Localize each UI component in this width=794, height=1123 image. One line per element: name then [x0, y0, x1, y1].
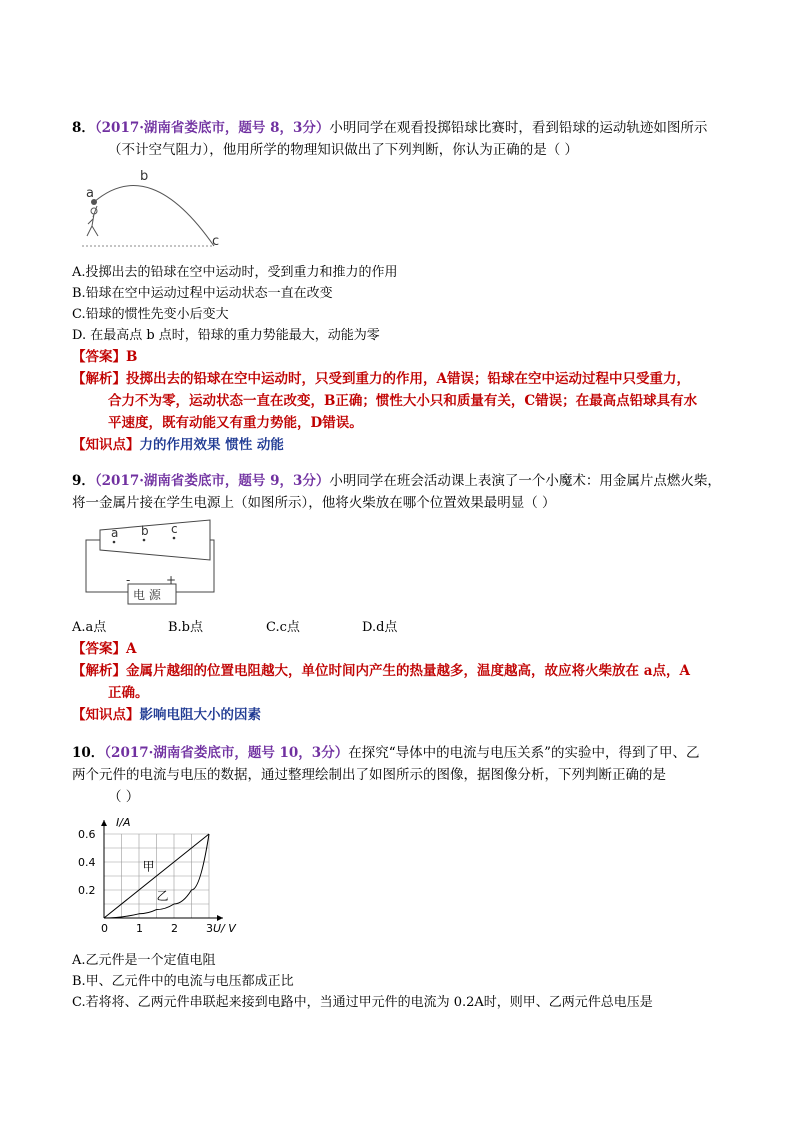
q8-knowledge-value: 力的作用效果 惯性 动能 — [139, 437, 284, 453]
q10-source: （2017·湖南省娄底市，题号 10，3分） — [104, 745, 349, 761]
q9-option-a: A.a点 — [72, 620, 107, 635]
q10-option-a: A.乙元件是一个定值电阻 — [72, 953, 216, 968]
q8-option-a: A.投掷出去的铅球在空中运动时，受到重力和推力的作用 — [72, 265, 398, 280]
x-tick-label: 3 — [206, 922, 213, 935]
q9-stem — [72, 470, 732, 492]
q9-answer-value: A — [126, 641, 137, 657]
q8-knowledge — [72, 434, 732, 456]
q8-answer-tag: 【答案】 — [72, 349, 126, 365]
q9-analysis-line2: 正确。 — [108, 685, 149, 701]
q9-analysis-tag: 【解析】 — [72, 663, 126, 679]
q10-option-b: B.甲、乙元件中的电流与电压都成正比 — [72, 974, 294, 989]
q8-number: 8． — [72, 120, 95, 136]
q10-number: 10． — [72, 745, 105, 761]
q8-answer — [72, 346, 732, 368]
q9-minus: - — [126, 573, 131, 587]
series-label: 甲 — [142, 859, 155, 874]
q9-knowledge-tag: 【知识点】 — [72, 707, 140, 723]
question-9 — [72, 470, 732, 514]
q9-label-c: c — [171, 522, 178, 536]
q8-options — [72, 262, 732, 456]
y-axis-arrow-icon — [101, 820, 107, 826]
y-tick-label: 0.4 — [78, 856, 96, 869]
x-axis-label: U/ V — [213, 922, 236, 935]
q8-shot-put-figure — [80, 166, 250, 256]
question-10 — [72, 742, 732, 808]
q10-stem — [72, 742, 732, 764]
y-tick-label: 0.2 — [78, 884, 96, 897]
y-tick-label: 0.6 — [78, 828, 96, 841]
x-axis-arrow-icon — [217, 915, 223, 921]
series-label: 乙 — [156, 888, 169, 903]
q9-knowledge — [72, 704, 732, 726]
q8-option-b: B.铅球在空中运动过程中运动状态一直在改变 — [72, 286, 333, 301]
q8-stem — [72, 117, 732, 139]
q8-analysis-line1: 投掷出去的铅球在空中运动时，只受到重力的作用，A错误；铅球在空中运动过程中只受重力， — [126, 371, 690, 387]
x-tick-label: 0 — [101, 922, 108, 935]
q8-source: （2017·湖南省娄底市，题号 8，3分） — [94, 120, 330, 136]
q8-label-c: c — [212, 234, 220, 249]
q9-label-b: b — [141, 524, 149, 538]
q10-options — [72, 950, 732, 1013]
q9-option-d: D.d点 — [362, 620, 398, 635]
q10-stem-line1: 在探究“导体中的电流与电压关系”的实验中，得到了甲、乙 — [348, 745, 700, 761]
q8-knowledge-tag: 【知识点】 — [72, 437, 140, 453]
q9-options — [72, 617, 732, 726]
q9-source: （2017·湖南省娄底市，题号 9，3分） — [94, 473, 330, 489]
q9-power-label: 电 源 — [133, 588, 161, 602]
q10-iv-chart — [76, 812, 256, 942]
thrower-icon — [87, 206, 98, 236]
question-8 — [72, 117, 732, 161]
q9-label-a: a — [111, 526, 119, 540]
q8-trajectory — [94, 186, 214, 246]
q10-option-c: C.若将将、乙两元件串联起来接到电路中，当通过甲元件的电流为 0.2A时，则甲、乙两元件总电压是 — [72, 995, 653, 1010]
q9-analysis-line1: 金属片越细的位置电阻越大，单位时间内产生的热量越多，温度越高，故应将火柴放在 a点，A — [126, 663, 690, 679]
x-tick-label: 2 — [171, 922, 178, 935]
q8-analysis-line3: 平速度，既有动能又有重力势能，D错误。 — [108, 415, 363, 431]
q8-option-c: C.铅球的惯性先变小后变大 — [72, 307, 229, 322]
q8-label-a: a — [86, 186, 94, 201]
q8-option-d: D. 在最高点 b 点时，铅球的重力势能最大，动能为零 — [72, 328, 380, 343]
q8-stem-line1: 小明同学在观看投掷铅球比赛时，看到铅球的运动轨迹如图所示 — [329, 120, 708, 136]
q9-analysis — [72, 660, 732, 682]
q10-stem-line2: 两个元件的电流与电压的数据，通过整理绘制出了如图所示的图像，据图像分析，下列判断正确的是 — [72, 767, 666, 783]
q8-answer-value: B — [126, 349, 138, 365]
q9-answer — [72, 638, 732, 660]
q8-stem-line2: （不计空气阻力），他用所学的物理知识做出了下列判断，你认为正确的是（ ） — [108, 142, 579, 158]
y-axis-label: I/A — [116, 816, 131, 829]
q8-analysis — [72, 368, 732, 390]
q9-plus: + — [166, 573, 177, 587]
q8-label-b: b — [140, 169, 149, 184]
q9-stem-line1: 小明同学在班会活动课上表演了一个小魔术：用金属片点燃火柴， — [329, 473, 721, 489]
q8-analysis-tag: 【解析】 — [72, 371, 126, 387]
q9-options-row — [72, 617, 732, 638]
q9-option-c: C.c点 — [266, 620, 300, 635]
q9-circuit-figure — [82, 514, 232, 614]
q9-stem-line2: 将一金属片接在学生电源上（如图所示），他将火柴放在哪个位置效果最明显（ ） — [72, 495, 556, 511]
x-tick-label: 1 — [136, 922, 143, 935]
q9-knowledge-value: 影响电阻大小的因素 — [139, 707, 261, 723]
q8-analysis-line2: 合力不为零，运动状态一直在改变，B正确；惯性大小只和质量有关，C错误；在最高点铅球具有水 — [108, 393, 698, 409]
q9-answer-tag: 【答案】 — [72, 641, 126, 657]
q9-option-b: B.b点 — [168, 620, 204, 635]
q9-number: 9． — [72, 473, 95, 489]
q10-stem-line3: （ ） — [108, 789, 140, 805]
